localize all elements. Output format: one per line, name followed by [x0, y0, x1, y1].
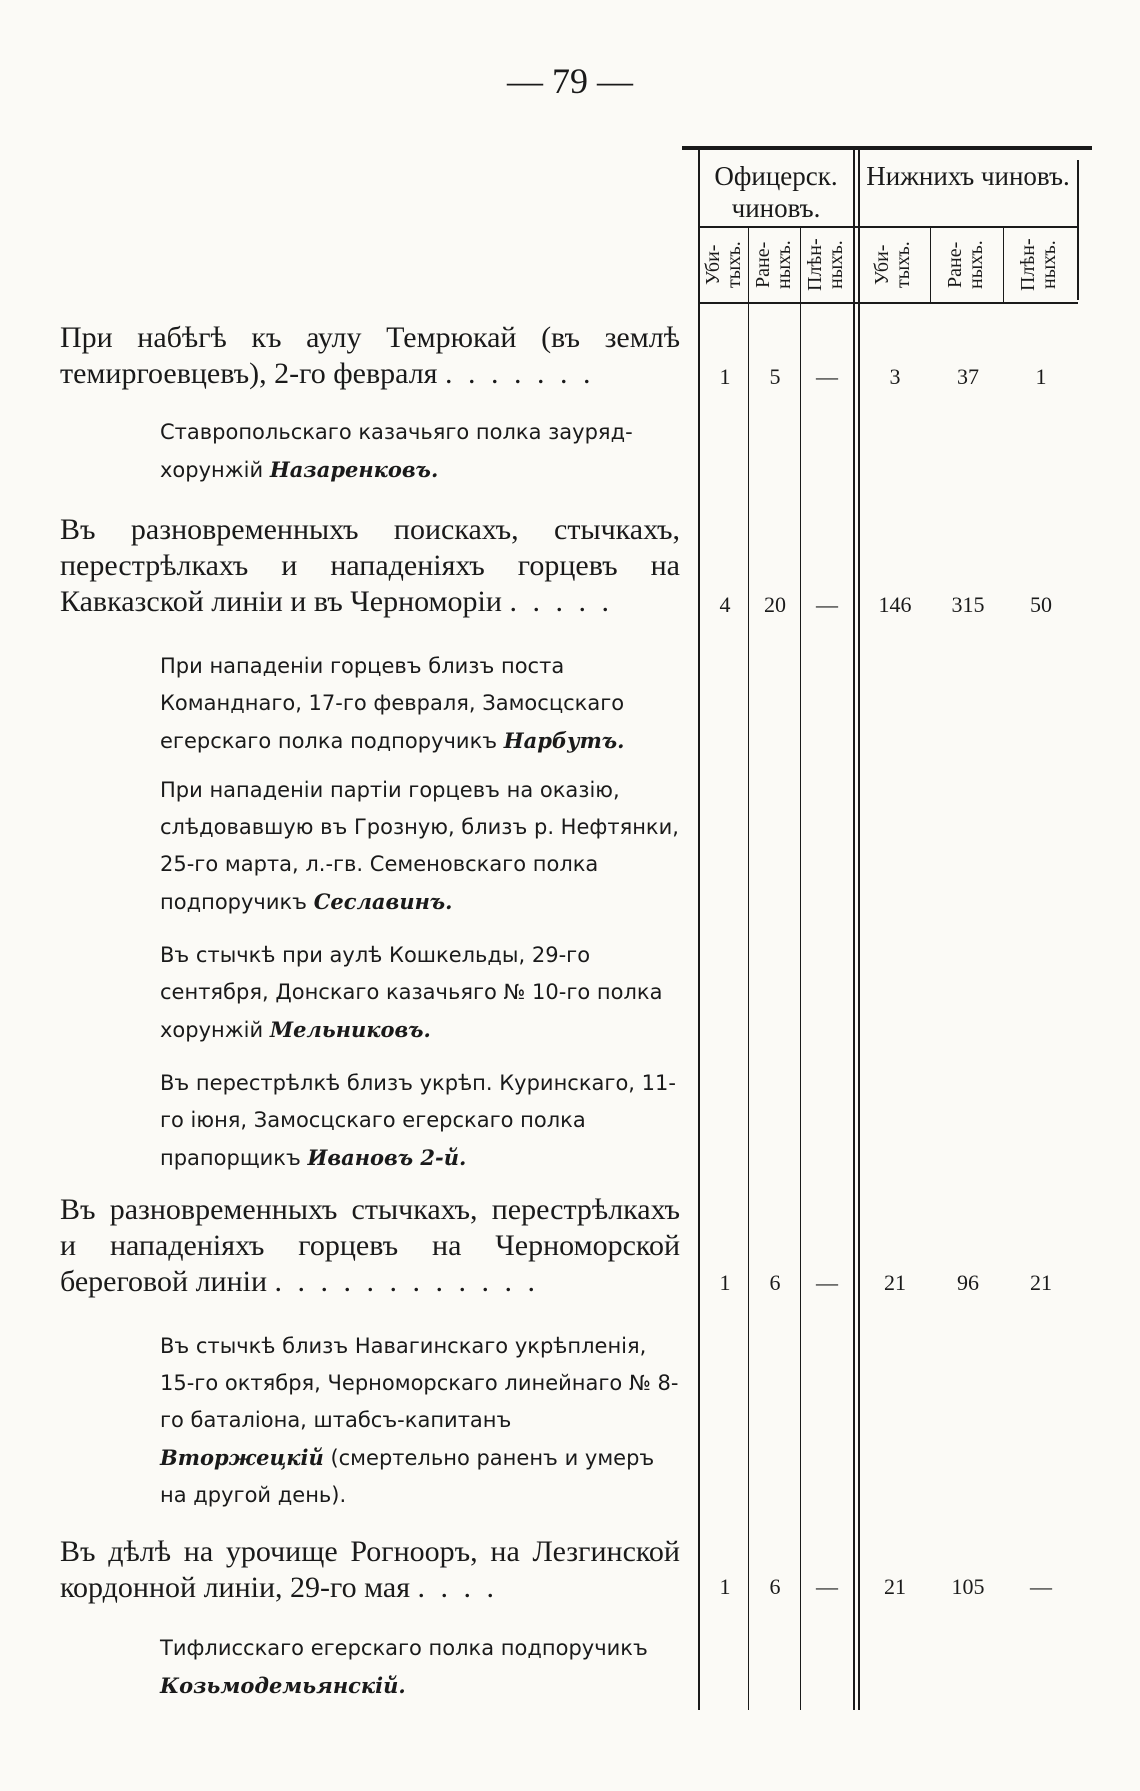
leader-dots: . . . .	[417, 1571, 498, 1604]
subheader-officers-wounded: Ране- ныхъ.	[752, 240, 795, 290]
col-sep-2	[800, 226, 801, 1710]
entry-2	[60, 512, 680, 620]
note-3	[160, 772, 680, 921]
note-name: Мельниковъ.	[269, 1017, 431, 1042]
note-name: Назаренковъ.	[269, 457, 439, 482]
subheader-officers-killed: Уби- тыхъ.	[702, 241, 745, 289]
note-name: Козьмодемьянскій.	[160, 1673, 406, 1698]
entry-text: Въ разновременныхъ поискахъ, стычкахъ, перестрѣлкахъ и нападеніяхъ горцевъ на Кавказской линіи и въ Черноморіи	[60, 513, 680, 618]
note-text: Ставропольскаго казачьяго полка зауряд-хорунжій	[160, 420, 633, 482]
value-officers-killed: 1	[719, 1574, 731, 1599]
value-officers-captured: —	[816, 1574, 838, 1599]
leader-dots: . . . . . . . . . . . .	[274, 1265, 540, 1298]
column-separator-double-a	[853, 150, 855, 1710]
value-lower-wounded: 37	[957, 364, 979, 389]
col-sep-1	[748, 226, 749, 1710]
leader-dots: . . . . .	[509, 585, 613, 618]
value-lower-captured: 21	[1030, 1270, 1052, 1295]
note-name: Сеславинъ.	[313, 889, 453, 914]
note-2	[160, 648, 680, 760]
note-text: При нападеніи горцевъ близъ поста Команднаго, 17-го февраля, Замосцскаго егерскаго полка подпоручикъ	[160, 654, 625, 753]
value-officers-wounded: 5	[769, 364, 781, 389]
value-officers-captured: —	[816, 1270, 838, 1295]
page-number: — 79 —	[507, 61, 633, 101]
col-sep-5	[1003, 226, 1004, 302]
note-5	[160, 1065, 680, 1177]
table-left-rule	[698, 150, 700, 1710]
subheader-lower-killed: Уби- тыхъ.	[871, 241, 914, 289]
entry-text: Въ разновременныхъ стычкахъ, перестрѣлкахъ и нападеніяхъ горцевъ на Черноморской береговой линіи	[60, 1193, 680, 1298]
value-lower-captured: 1	[1035, 364, 1047, 389]
value-officers-captured: —	[816, 592, 838, 617]
note-4	[160, 937, 680, 1049]
leader-dots: . . . . . . .	[444, 357, 595, 390]
header-group-rule	[698, 226, 1078, 228]
value-lower-wounded: 315	[951, 592, 985, 617]
note-1	[160, 414, 680, 489]
subheader-lower-wounded: Ране- ныхъ.	[944, 240, 987, 290]
value-officers-wounded: 6	[769, 1574, 781, 1599]
col-sep-4	[930, 226, 931, 302]
value-lower-killed: 21	[884, 1574, 906, 1599]
table-right-rule	[1077, 160, 1079, 300]
value-officers-wounded: 6	[769, 1270, 781, 1295]
value-lower-killed: 21	[884, 1270, 906, 1295]
value-officers-killed: 1	[719, 364, 731, 389]
note-text: Тифлисскаго егерскаго полка подпоручикъ	[160, 1636, 648, 1660]
value-lower-killed: 3	[889, 364, 901, 389]
note-name: Вторжецкій	[160, 1445, 324, 1470]
note-text: Въ стычкѣ при аулѣ Кошкельды, 29-го сентября, Донскаго казачьяго № 10-го полка хорунжій	[160, 943, 663, 1042]
table-top-rule	[682, 146, 1092, 150]
note-name: Нарбутъ.	[503, 728, 625, 753]
note-text: Въ перестрѣлкѣ близъ укрѣп. Куринскаго, 11-го іюня, Замосцскаго егерскаго полка прапорщикъ	[160, 1071, 676, 1170]
value-officers-captured: —	[816, 364, 838, 389]
value-lower-captured: 50	[1030, 592, 1052, 617]
value-officers-killed: 4	[719, 592, 731, 617]
value-lower-wounded: 105	[951, 1574, 985, 1599]
subheader-officers-captured: Плѣн- ныхъ.	[804, 238, 847, 292]
header-lower-ranks: Нижнихъ чиновъ.	[866, 161, 1070, 191]
value-officers-wounded: 20	[764, 592, 786, 617]
value-lower-killed: 146	[878, 592, 912, 617]
header-bottom-rule	[698, 302, 1078, 304]
note-6	[160, 1328, 680, 1514]
header-officers: Офицерск. чиновъ.	[714, 161, 838, 223]
entry-text: Въ дѣлѣ на урочище Рогнооръ, на Лезгинской кордонной линіи, 29-го мая	[60, 1535, 680, 1604]
value-lower-captured: —	[1030, 1574, 1052, 1599]
entry-3	[60, 1192, 680, 1300]
entry-1	[60, 320, 680, 392]
entry-4	[60, 1534, 680, 1606]
note-after: (смертельно раненъ и умеръ на другой день).	[160, 1446, 655, 1507]
note-name: Ивановъ 2-й.	[307, 1145, 467, 1170]
value-lower-wounded: 96	[957, 1270, 979, 1295]
note-text: При нападеніи партіи горцевъ на оказію, слѣдовавшую въ Грозную, близъ р. Нефтянки, 25-го марта, л.-гв. Семеновскаго полка подпоручикъ	[160, 778, 679, 914]
column-separator-double-b	[858, 150, 860, 1710]
value-officers-killed: 1	[719, 1270, 731, 1295]
note-text: Въ стычкѣ близъ Навагинскаго укрѣпленія, 15-го октября, Черноморскаго линейнаго № 8-го баталіона, штабсъ-капитанъ	[160, 1334, 679, 1432]
entry-text: При набѣгѣ къ аулу Темрюкай (въ землѣ темиргоевцевъ), 2-го февраля	[60, 321, 680, 390]
subheader-lower-captured: Плѣн- ныхъ.	[1017, 238, 1060, 292]
note-7	[160, 1630, 680, 1705]
